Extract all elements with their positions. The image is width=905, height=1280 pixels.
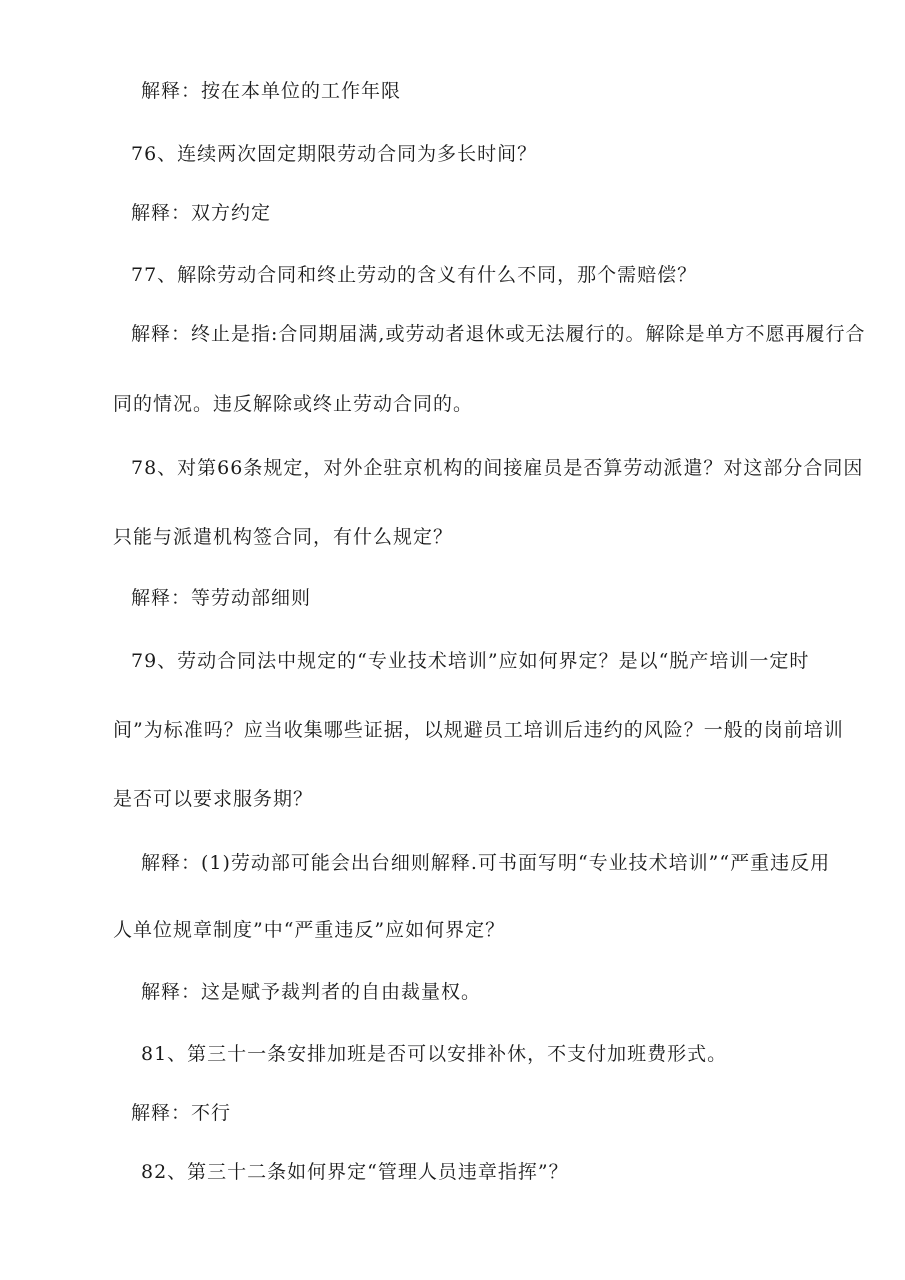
question-77: 77、解除劳动合同和终止劳动的含义有什么不同，那个需赔偿？ bbox=[131, 264, 698, 286]
question-76: 76、连续两次固定期限劳动合同为多长时间？ bbox=[131, 143, 538, 165]
question-continuation: 是否可以要求服务期？ bbox=[113, 788, 314, 810]
question-continuation: 间”为标准吗？应当收集哪些证据，以规避员工培训后违约的风险？一般的岗前培训 bbox=[113, 719, 844, 741]
question-81: 81、第三十一条安排加班是否可以安排补休，不支付加班费形式。 bbox=[141, 1043, 728, 1065]
answer-line: 解释：等劳动部细则 bbox=[131, 587, 312, 609]
answer-line: 解释：双方约定 bbox=[131, 202, 272, 224]
answer-continuation: 同的情况。违反解除或终止劳动合同的。 bbox=[113, 393, 474, 415]
answer-line: 解释：(1)劳动部可能会出台细则解释.可书面写明“专业技术培训”“严重违反用 bbox=[141, 852, 831, 874]
answer-line: 解释：这是赋予裁判者的自由裁量权。 bbox=[141, 981, 482, 1003]
answer-line: 解释：按在本单位的工作年限 bbox=[141, 80, 402, 102]
question-78: 78、对第66条规定，对外企驻京机构的间接雇员是否算劳动派遣？对这部分合同因 bbox=[131, 457, 864, 479]
question-79: 79、劳动合同法中规定的“专业技术培训”应如何界定？是以“脱产培训一定时 bbox=[131, 650, 810, 672]
question-continuation: 只能与派遣机构签合同，有什么规定？ bbox=[113, 526, 454, 548]
question-82: 82、第三十二条如何界定“管理人员违章指挥”？ bbox=[141, 1161, 569, 1183]
answer-line: 解释：终止是指:合同期届满,或劳动者退休或无法履行的。解除是单方不愿再履行合 bbox=[131, 323, 866, 345]
answer-continuation: 人单位规章制度”中“严重违反”应如何界定？ bbox=[113, 919, 506, 941]
answer-line: 解释：不行 bbox=[131, 1102, 232, 1124]
